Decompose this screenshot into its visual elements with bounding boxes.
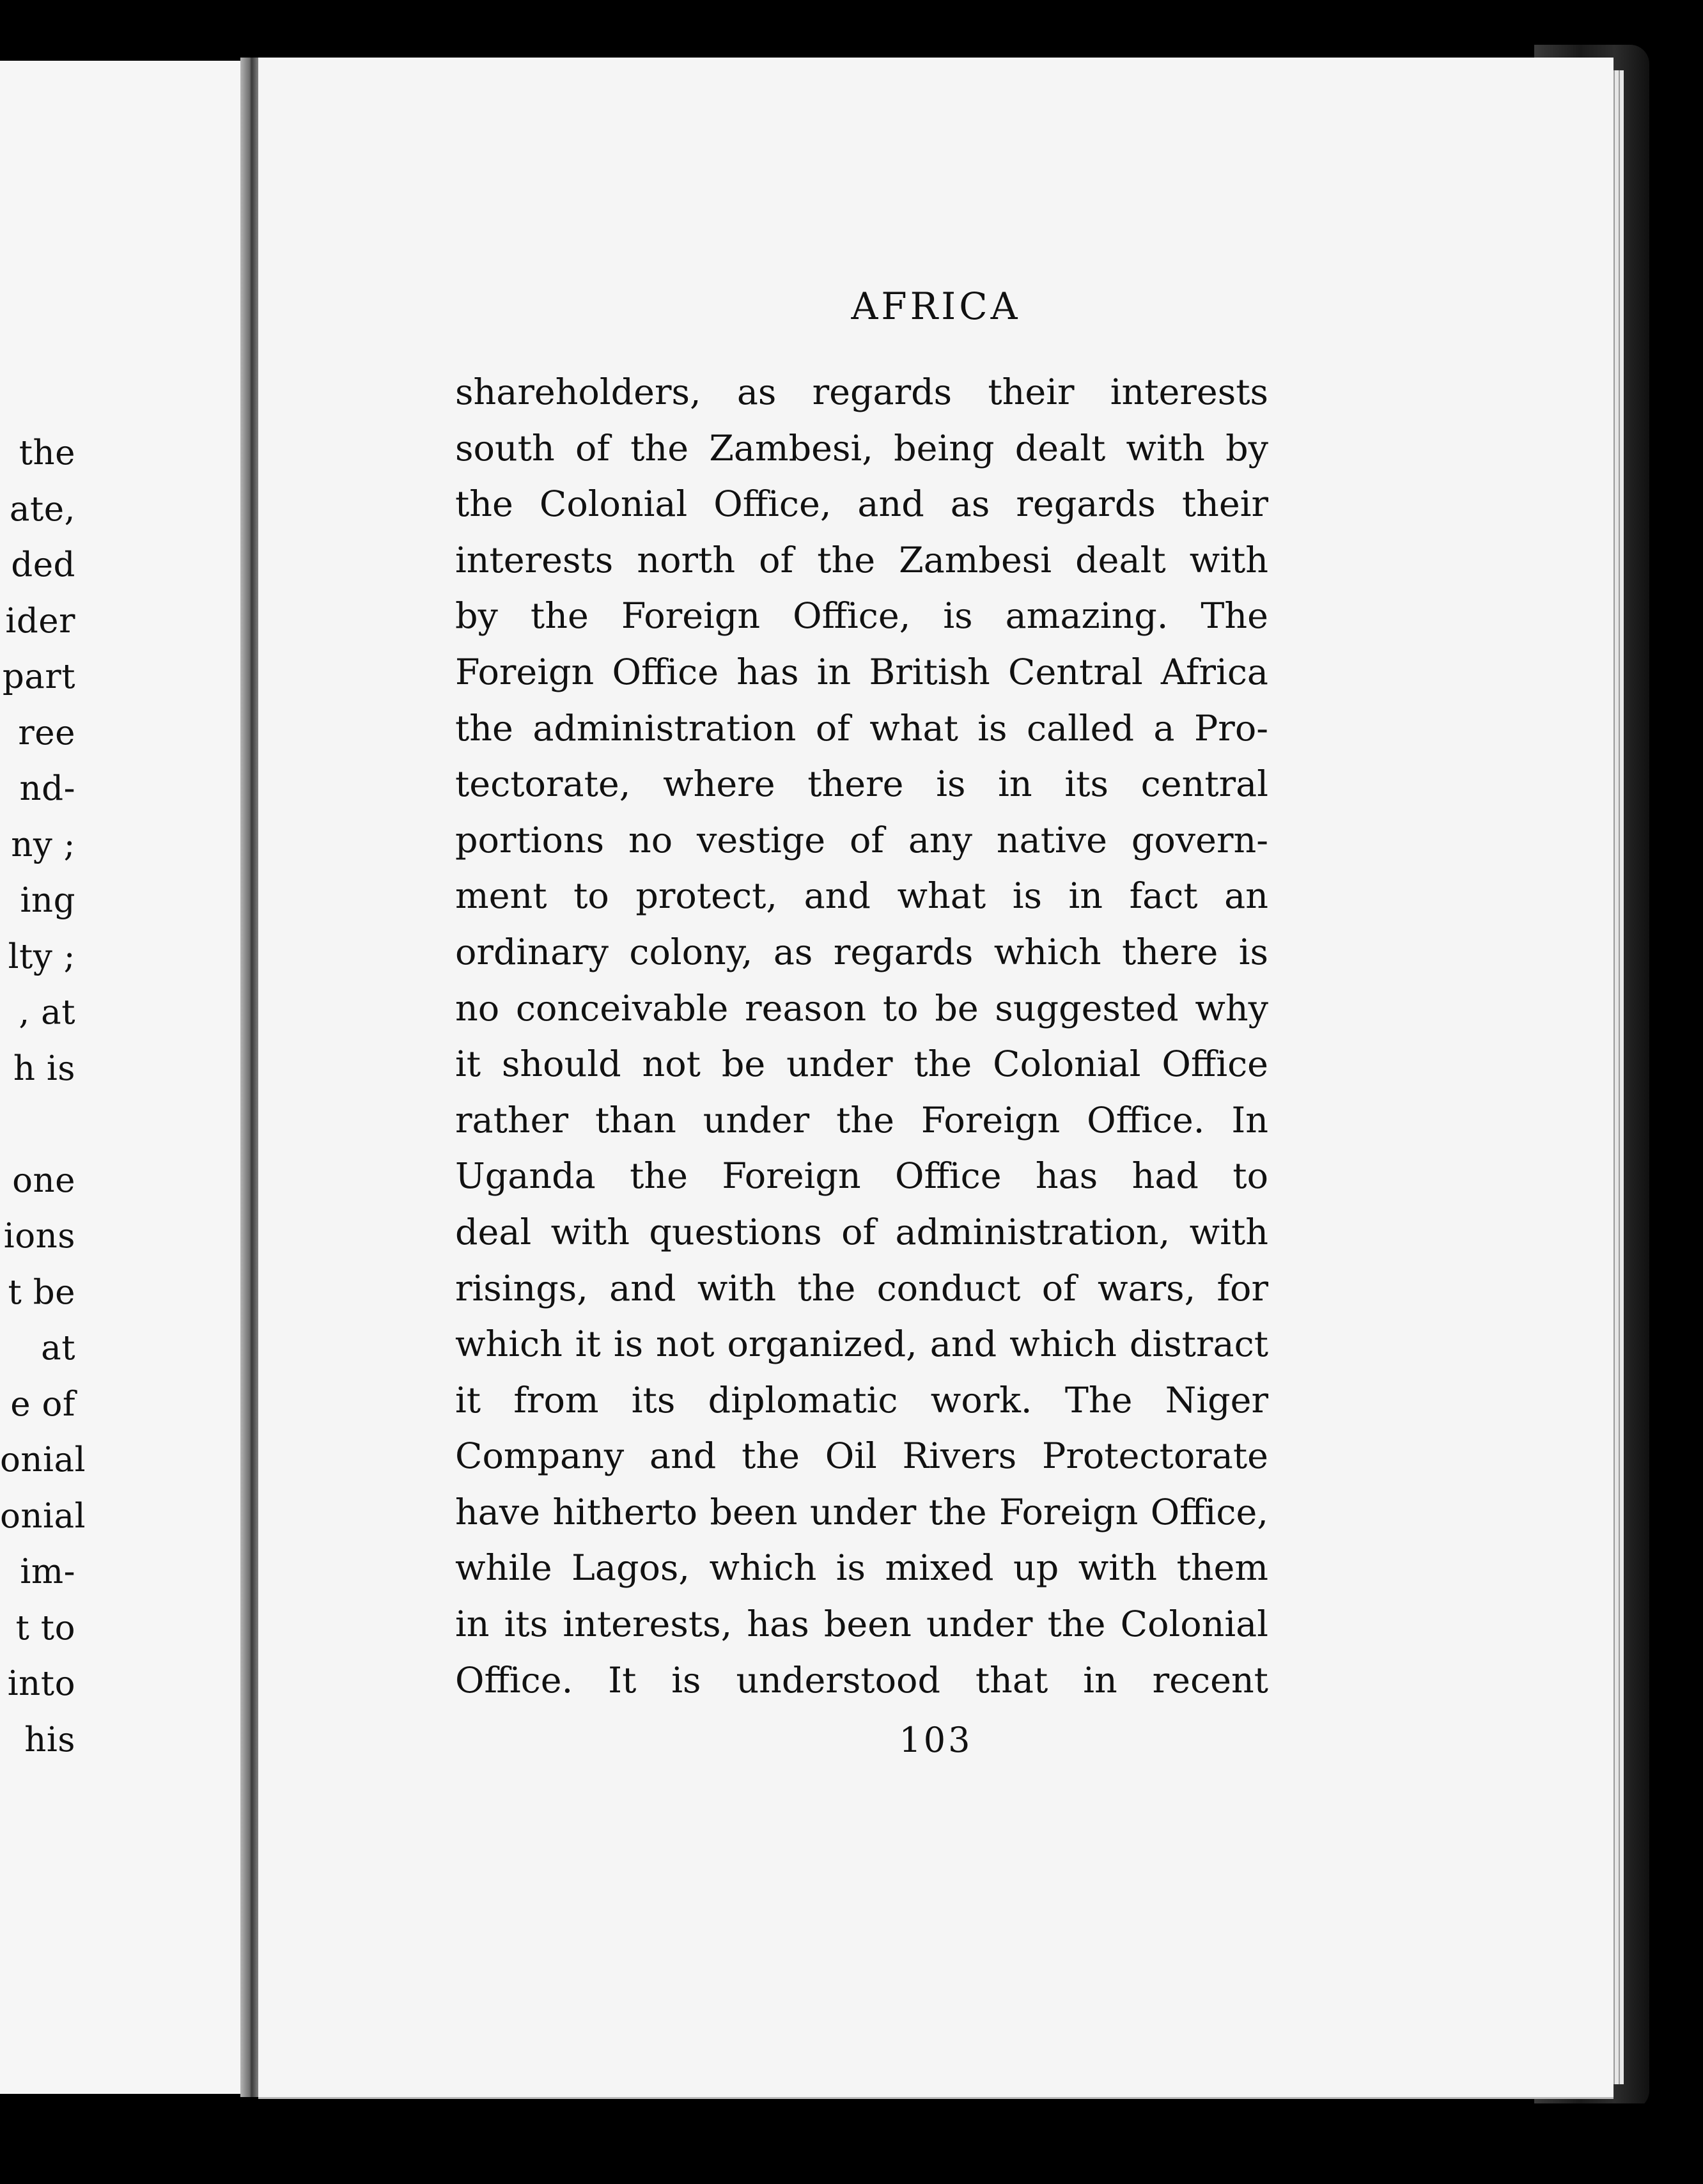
left-line-fragment: one — [12, 1160, 75, 1200]
left-line-fragment: at — [41, 1329, 75, 1368]
text-line: the administration of what is called a Pro- — [455, 707, 1268, 749]
left-line-fragment — [0, 1096, 75, 1153]
text-line: by the Foreign Office, is amazing. The — [455, 595, 1268, 637]
left-line-fragment: into — [7, 1664, 75, 1703]
left-line-fragment: ing — [20, 881, 75, 920]
left-line-fragment: part — [2, 657, 75, 696]
left-line-fragment: the — [19, 433, 75, 472]
left-line-fragment: onial — [0, 1496, 86, 1536]
left-line-fragment: , at — [19, 993, 75, 1032]
left-line-fragment: his — [24, 1720, 75, 1759]
page-number: 103 — [899, 1720, 973, 1760]
running-head: AFRICA — [851, 285, 1021, 328]
text-line: the Colonial Office, and as regards their — [455, 483, 1268, 526]
text-line: deal with questions of administration, with — [455, 1211, 1268, 1253]
left-line-fragment: t be — [8, 1272, 75, 1312]
text-line: interests north of the Zambesi dealt with — [455, 539, 1268, 581]
text-line: tectorate, where there is in its central — [455, 763, 1268, 806]
left-page — [0, 61, 249, 2094]
text-line: shareholders, as regards their interests — [455, 371, 1268, 413]
text-line: Foreign Office has in British Central Africa — [455, 651, 1268, 693]
text-line: south of the Zambesi, being dealt with by — [455, 427, 1268, 469]
text-line: which it is not organized, and which distract — [455, 1323, 1268, 1366]
text-line: portions no vestige of any native govern- — [455, 819, 1268, 861]
left-line-fragment: lty ; — [8, 937, 75, 976]
text-line: Office. It is understood that in recent — [455, 1659, 1268, 1701]
left-page-text — [0, 425, 86, 1768]
text-line: ment to protect, and what is in fact an — [455, 875, 1268, 917]
page-body-text — [455, 364, 1268, 1708]
left-line-fragment: ny ; — [11, 825, 75, 864]
text-line: it from its diplomatic work. The Niger — [455, 1379, 1268, 1421]
text-line: in its interests, has been under the Colonial — [455, 1603, 1268, 1646]
left-line-fragment: ider — [5, 601, 75, 641]
text-line: while Lagos, which is mixed up with them — [455, 1547, 1268, 1589]
text-line: have hitherto been under the Foreign Office, — [455, 1491, 1268, 1533]
text-line: rather than under the Foreign Office. In — [455, 1099, 1268, 1141]
left-line-fragment: ded — [11, 545, 75, 584]
left-line-fragment: onial — [0, 1440, 86, 1479]
text-line: Uganda the Foreign Office has had to — [455, 1155, 1268, 1197]
text-line: it should not be under the Colonial Office — [455, 1043, 1268, 1086]
left-line-fragment: nd- — [19, 769, 75, 808]
left-line-fragment: h is — [13, 1049, 75, 1088]
left-line-fragment: ree — [18, 713, 75, 753]
left-line-fragment: ions — [3, 1217, 75, 1256]
left-line-fragment: ate, — [9, 489, 75, 529]
scan-background — [0, 2103, 1703, 2184]
text-line: no conceivable reason to be suggested why — [455, 987, 1268, 1029]
text-line: Company and the Oil Rivers Protectorate — [455, 1435, 1268, 1478]
left-line-fragment: im- — [20, 1552, 75, 1591]
text-line: ordinary colony, as regards which there is — [455, 931, 1268, 973]
left-line-fragment: e of — [10, 1384, 75, 1424]
text-line: risings, and with the conduct of wars, for — [455, 1267, 1268, 1309]
left-line-fragment: t to — [15, 1608, 75, 1648]
